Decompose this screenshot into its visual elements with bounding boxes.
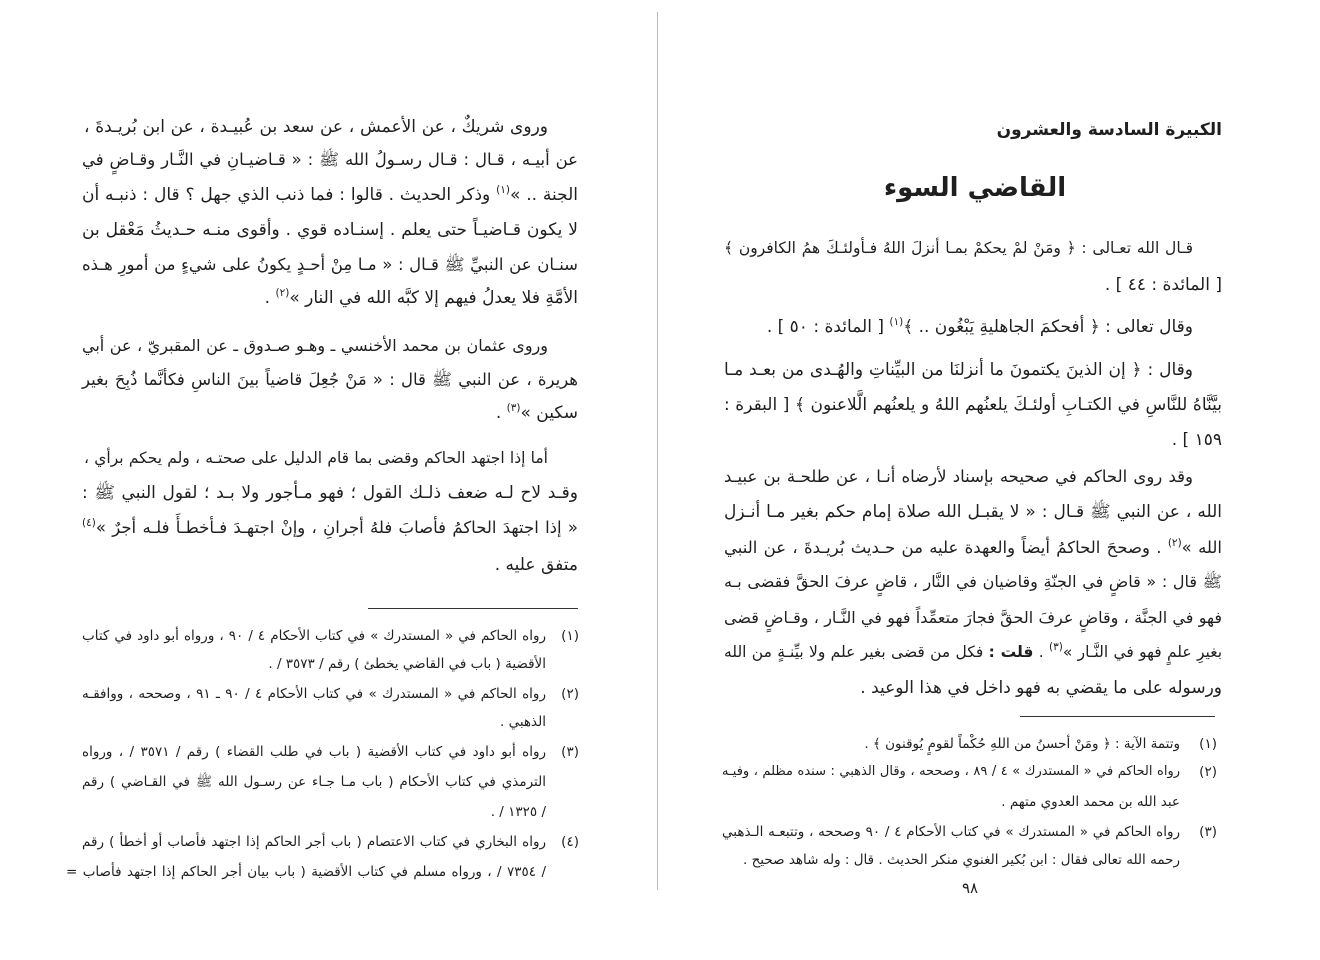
footnote-line: رحمه الله تعالى فقال : ابن بُكير الغنوي منكر الحديث . قال : وله شاهد صحيح . xyxy=(742,852,1180,868)
body-line: ﷺ قال : « قاضٍ في الجنّةِ وقاضيان في النَّار ، قاضٍ عرفَ الحقَّ فقضى بـه xyxy=(724,572,1222,591)
line-text: . xyxy=(1033,643,1050,661)
line-text: . وصححَ الحاكمُ أيضاً والعهدة عليه من حـديث بُريـدةَ ، عن النبي xyxy=(724,538,1168,557)
body-line: سنـان عن النبيِّ ﷺ قـال : « مـا مِنْ أحـدٍ يكونُ على شيءٍ من أمورِ هـذه xyxy=(82,255,578,274)
body-line xyxy=(82,281,578,317)
body-line: وروى عثمان بن محمد الأخنسي ـ وهـو صـدوق ـ عن المقبريّ ، عن أبي xyxy=(82,336,548,355)
right-page xyxy=(658,0,1320,960)
body-line: فهو في الجنَّة ، وقاضٍ عرفَ الحقَّ فجارَ متعمِّداً فهو في النَّـار ، وقـاضٍ قضى xyxy=(724,608,1222,627)
footnote-line: الترمذي في كتاب الأحكام ( باب مـا جـاء عن رسـول الله ﷺ في القـاضي ) رقم xyxy=(82,774,546,790)
line-text: « إذا اجتهدَ الحاكمُ فأصابَ فلهُ أجرانِ ، وإنْ اجتهـدَ فـأخطـأَ فلـه أجرٌ » xyxy=(95,518,578,537)
body-line: وقد روى الحاكم في صحيحه بإسناد لأرضاه أنـا ، عن طلحـة بن عبيـد xyxy=(724,467,1193,486)
body-line: لا يكون قـاضيـاً حتى يعلم . إسنـاده قوي . وأقوى منـه حـديثُ مَعْقل بن xyxy=(82,220,578,240)
line-text: الأمَّةِ فلا يعدلُ فيهم إلا كبَّه الله في النار » xyxy=(289,288,578,308)
footnote-line: الذهبي . xyxy=(500,714,546,730)
footnote-number: (٢) xyxy=(561,686,579,702)
line-text: الله » xyxy=(1181,538,1222,557)
footnote-reference: (١) xyxy=(889,316,904,328)
footnote-line: عبد الله بن محمد العدوي متهم . xyxy=(1001,794,1180,810)
body-line: هريرة ، عن النبي ﷺ قال : « مَنْ جُعِلَ قاضياً بينَ الناسِ فكأنَّما ذُبِحَ بغير xyxy=(82,370,578,389)
body-line xyxy=(724,310,1193,346)
body-line: وقال : ﴿ إن الذينَ يكتمونَ ما أنزلنَا من البيِّناتِ والهُـدى من بعـد مـا xyxy=(724,360,1193,380)
footnote-reference: (٢) xyxy=(1167,537,1182,549)
body-line: الله ، عن النبي ﷺ قـال : « لا يقبـل الله صلاة إمام حكم بغير مـا أنـزل xyxy=(724,502,1222,522)
body-line xyxy=(724,531,1222,567)
footnote-number: (٣) xyxy=(561,744,579,760)
footnote-line: وتتمة الآية : ﴿ ومَنْ أحسنُ من اللهِ حُكْماً لقومٍ يُوقنون ﴾ . xyxy=(864,736,1180,752)
footnote-number: (٢) xyxy=(1199,764,1217,780)
line-text: [ المائدة : ٥٠ ] . xyxy=(766,317,890,337)
footnote-line: الأقضية ( باب في القاضي يخطئ ) رقم / ٣٥٧٣ / . xyxy=(268,656,546,672)
footnote-reference: (١) xyxy=(496,184,510,196)
footnote-line: رواه أبو داود في كتاب الأقضية ( باب في طلب القضاء ) رقم / ٣٥٧١ / ، ورواه xyxy=(82,744,546,760)
left-page xyxy=(0,0,657,960)
remark-label: قلت : xyxy=(988,643,1034,661)
body-line: وقـد لاح لـه ضعف ذلـك القول ؛ فهو مـأجور ولا بـد ؛ لقول النبي ﷺ : xyxy=(82,483,578,503)
footnote-number: (١) xyxy=(1199,736,1217,752)
footnote-line: رواه الحاكم في « المستدرك » في كتاب الأحكام ٤ / ٩٠ ـ ٩١ ، وصححه ، ووافقـه xyxy=(82,686,546,702)
footnote-reference: (٢) xyxy=(275,287,290,299)
footnote-number: (٣) xyxy=(1199,824,1217,840)
footnote-reference: (٣) xyxy=(506,402,521,414)
footnote-line: رواه الحاكم في « المستدرك » في كتاب الأحكام ٤ / ٩٠ ، ورواه أبو داود في كتاب xyxy=(82,628,546,644)
footnote-line: رواه البخاري في كتاب الاعتصام ( باب أجر الحاكم إذا اجتهد فأصاب أو أخطأ ) رقم xyxy=(82,834,546,850)
footnote-reference: (٤) xyxy=(82,517,96,529)
line-text: وقال تعالى : ﴿ أفحكمَ الجاهليةِ يَبْغُون .. ﴾ xyxy=(903,317,1193,337)
body-line: [ المائدة : ٤٤ ] . xyxy=(1104,275,1222,295)
page-number: ٩٨ xyxy=(961,879,979,897)
body-line xyxy=(82,178,578,214)
footnote-line: / ٧٣٥٤ / ، ورواه مسلم في كتاب الأقضية ( باب بيان أجر الحاكم إذا اجتهد فأصاب = xyxy=(66,864,547,880)
footnote-rule xyxy=(368,608,578,609)
line-text: وذكر الحديث . قالوا : فما ذنب الذي جهل ؟ قال : ذنبـه أن xyxy=(82,185,497,205)
footnote-line: رواه الحاكم في « المستدرك » في كتاب الأحكام ٤ / ٩٠ وصححه ، وتتبعـه الـذهبي xyxy=(722,824,1180,840)
chapter-heading: الكبيرة السادسة والعشرون xyxy=(996,120,1222,140)
line-text: الجنة .. » xyxy=(509,185,578,205)
body-line: قـال الله تعـالى : ﴿ ومَنْ لمْ يحكمْ بمـا أنزلَ اللهُ فـأولئـكَ همُ الكافرون ﴾ xyxy=(724,239,1193,257)
line-text: . xyxy=(264,288,276,308)
footnote-line: رواه الحاكم في « المستدرك » ٤ / ٨٩ ، وصححه ، وقال الذهبي : سنده مظلم ، وفيـه xyxy=(722,764,1180,779)
line-text: سكين » xyxy=(520,403,578,423)
body-line: ١٥٩ ] . xyxy=(1171,430,1222,450)
footnote-number: (٤) xyxy=(561,834,579,850)
body-line: ورسوله على ما يقضي به فهو داخل في هذا الوعيد . xyxy=(860,678,1222,698)
footnote-number: (١) xyxy=(561,628,579,644)
body-line xyxy=(82,396,578,432)
footnote-reference: (٣) xyxy=(1049,641,1063,653)
body-line xyxy=(724,635,1222,671)
body-line: وروى شريكٌ ، عن الأعمش ، عن سعد بن عُبيـدة ، عن ابن بُريـدةَ ، xyxy=(84,117,548,137)
line-text: فكل من قضى بغير علم ولا بيِّنـةٍ من الله xyxy=(724,643,989,661)
body-line: عن أبيـه ، قـال : قـال رسـولُ الله ﷺ : « قـاضيـانِ في النَّـار وقـاضٍ في xyxy=(82,150,578,169)
footnote-line: / ١٣٢٥ / . xyxy=(490,804,546,820)
body-line: بيَّنَّاهُ للنَّاسِ في الكتـابِ أولئـكَ يلعنُهم اللهُ و يلعنُهم الَّلاعنون ﴾ [ البقرة : xyxy=(724,395,1222,415)
line-text: بغيرِ علمٍ فهو في النَّـار » xyxy=(1062,643,1223,661)
body-line xyxy=(82,511,578,547)
body-line: أما إذا اجتهد الحاكم وقضى بما قام الدليل على صحتـه ، ولم يحكم برأي ، xyxy=(84,449,548,467)
body-line: متفق عليه . xyxy=(494,555,578,575)
line-text: . xyxy=(495,403,507,423)
footnote-rule xyxy=(1020,716,1215,717)
section-title: القاضي السوء xyxy=(883,173,1067,203)
